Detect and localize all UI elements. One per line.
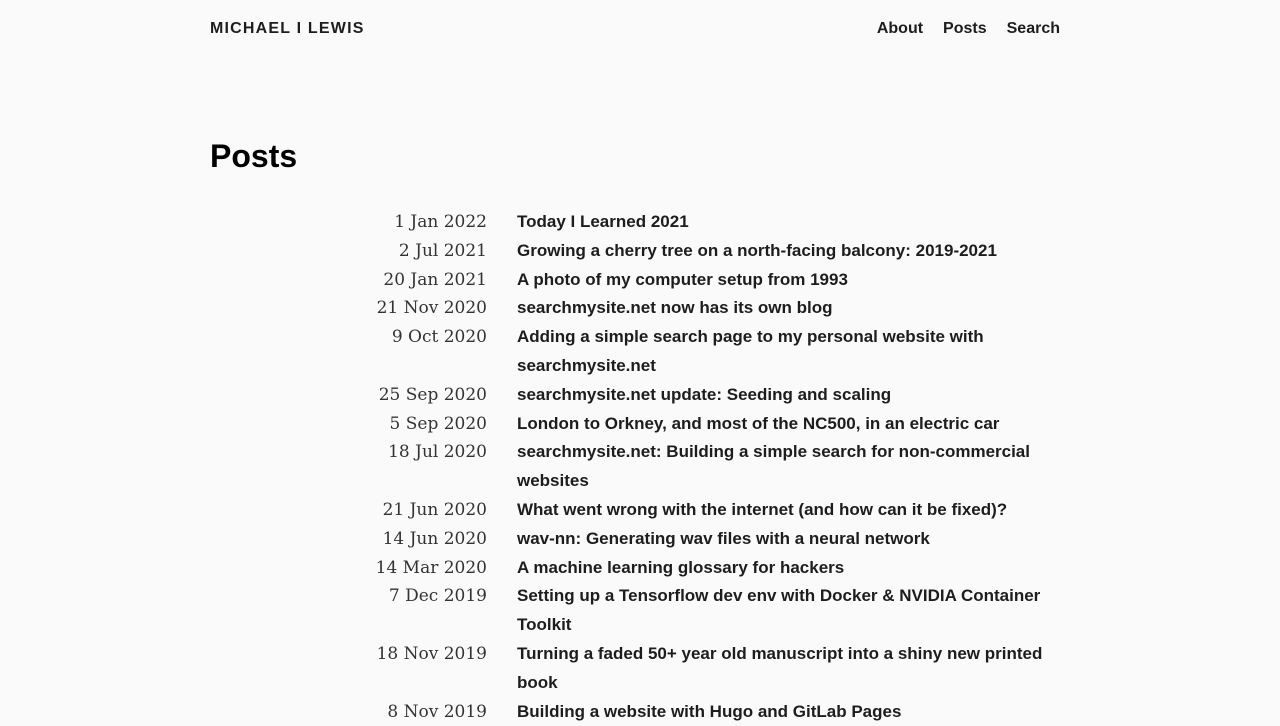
post-date: 14 Mar 2020 xyxy=(375,557,487,578)
post-date: 14 Jun 2020 xyxy=(382,528,487,549)
post-date: 18 Jul 2020 xyxy=(388,442,487,463)
post-list-item xyxy=(210,237,1080,266)
post-title-link[interactable]: Building a website with Hugo and GitLab Pages xyxy=(517,701,902,721)
nav-posts-link[interactable]: Posts xyxy=(943,20,987,37)
nav-search-link[interactable]: Search xyxy=(1006,20,1060,37)
post-list-item xyxy=(210,496,1080,525)
post-title-link[interactable]: London to Orkney, and most of the NC500, in an electric car xyxy=(517,413,1000,433)
post-date: 7 Dec 2019 xyxy=(388,586,487,607)
post-list-item xyxy=(210,640,1080,698)
post-date: 2 Jul 2021 xyxy=(398,240,487,261)
post-title-link[interactable]: searchmysite.net: Building a simple search for non-commercial websites xyxy=(517,442,1030,491)
post-date: 8 Nov 2019 xyxy=(387,701,487,722)
post-title-link[interactable]: Today I Learned 2021 xyxy=(517,212,689,231)
post-title-link[interactable]: searchmysite.net update: Seeding and scaling xyxy=(517,384,892,404)
post-title-link[interactable]: What went wrong with the internet (and how can it be fixed)? xyxy=(517,499,1008,519)
post-title-link[interactable]: Growing a cherry tree on a north-facing balcony: 2019-2021 xyxy=(517,240,997,260)
post-date: 21 Nov 2020 xyxy=(376,298,487,319)
post-list-item xyxy=(210,698,1080,726)
main-nav xyxy=(877,20,1060,38)
post-list-item xyxy=(210,323,1080,381)
site-header xyxy=(210,0,1060,60)
post-title-link[interactable]: searchmysite.net now has its own blog xyxy=(517,298,833,318)
post-date: 25 Sep 2020 xyxy=(378,384,487,405)
site-title-link[interactable]: MICHAEL I LEWIS xyxy=(210,20,365,37)
post-list-item xyxy=(210,294,1080,323)
page-title: Posts xyxy=(210,138,298,174)
post-title-link[interactable]: Adding a simple search page to my personal website with searchmysite.net xyxy=(517,327,984,375)
post-date: 9 Oct 2020 xyxy=(391,327,487,348)
post-title-link[interactable]: A machine learning glossary for hackers xyxy=(517,557,845,577)
post-list xyxy=(210,208,1080,726)
post-list-item xyxy=(210,208,1080,237)
post-title-link[interactable]: A photo of my computer setup from 1993 xyxy=(517,269,848,289)
post-list-item xyxy=(210,410,1080,439)
post-title-link[interactable]: wav-nn: Generating wav files with a neural network xyxy=(517,528,930,548)
nav-about-link[interactable]: About xyxy=(876,20,924,37)
post-title-link[interactable]: Setting up a Tensorflow dev env with Docker & NVIDIA Container Toolkit xyxy=(517,586,1041,635)
post-list-item xyxy=(210,582,1080,640)
post-list-item xyxy=(210,438,1080,496)
post-date: 18 Nov 2019 xyxy=(376,643,487,664)
post-date: 1 Jan 2022 xyxy=(394,212,487,232)
post-date: 5 Sep 2020 xyxy=(389,413,487,434)
post-list-item xyxy=(210,525,1080,554)
post-list-item xyxy=(210,381,1080,410)
post-date: 20 Jan 2021 xyxy=(383,269,487,290)
post-title-link[interactable]: Turning a faded 50+ year old manuscript into a shiny new printed book xyxy=(517,643,1043,692)
post-list-item xyxy=(210,554,1080,583)
post-list-item xyxy=(210,266,1080,295)
post-date: 21 Jun 2020 xyxy=(382,499,487,520)
